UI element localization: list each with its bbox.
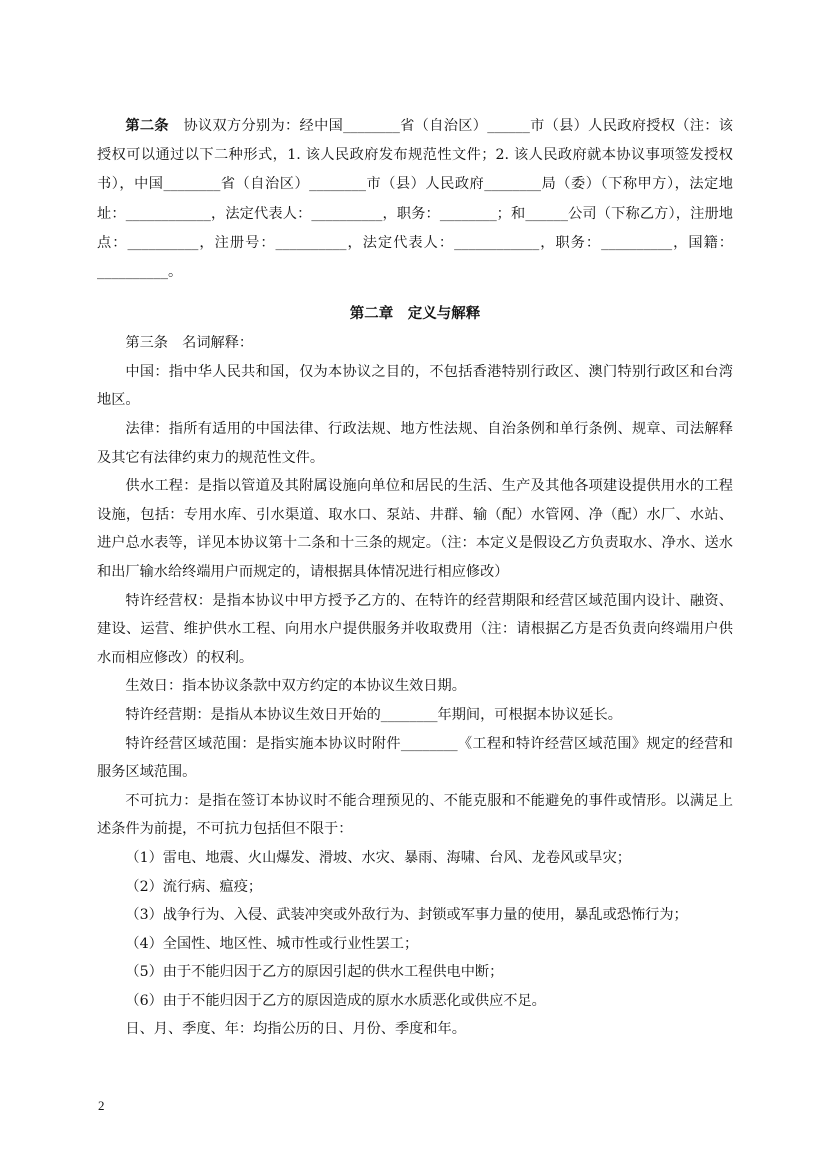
article-2-text: 协议双方分别为：经中国________省（自治区）______市（县）人民政府授权（注：该授权可以通过以下二种形式，1. 该人民政府发布规范性文件；2. 该人民政府就本协议事项签发授权书），中国________省（自治区）________市（县）人民政府________局（委）（下称甲方），法定地址：____________，法定代表人：__________，职务：________；和______公司（下称乙方），注册地点：__________，注册号：__________，法定代表人：____________，职务：__________，国籍：__________。	[97, 118, 733, 281]
definition-water-project: 供水工程：是指以管道及其附属设施向单位和居民的生活、生产及其他各项建设提供用水的工程设施，包括：专用水库、引水渠道、取水口、泵站、井群、输（配）水管网、净（配）水厂、水站、进户总水表等，详见本协议第十二条和十三条的规定。（注：本定义是假设乙方负责取水、净水、送水和出厂输水给终端用户而规定的，请根据具体情况进行相应修改）	[97, 478, 733, 580]
article-2-paragraph	[97, 112, 733, 287]
article-3-label: 第三条	[125, 335, 168, 352]
force-majeure-item-6: （6）由于不能归因于乙方的原因造成的原水水质恶化或供应不足。	[125, 992, 546, 1009]
page-number: 2	[98, 1098, 105, 1113]
force-majeure-item-5: （5）由于不能归因于乙方的原因引起的供水工程供电中断；	[125, 964, 504, 981]
chapter-2-heading: 第二章 定义与解释	[349, 306, 481, 323]
force-majeure-item-4: （4）全国性、地区性、城市性或行业性罢工；	[125, 935, 419, 952]
article-3-text: 名词解释：	[167, 335, 254, 352]
definition-law: 法律：指所有适用的中国法律、行政法规、地方性法规、自治条例和单行条例、规章、司法解释及其它有法律约束力的规范性文件。	[97, 421, 733, 466]
definition-dates: 日、月、季度、年：均指公历的日、月份、季度和年。	[125, 1021, 466, 1038]
force-majeure-item-3: （3）战争行为、入侵、武装冲突或外敌行为、封锁或军事力量的使用，暴乱或恐怖行为；	[125, 907, 688, 924]
definition-concession-area: 特许经营区域范围：是指实施本协议时附件________《工程和特许经营区域范围》规定的经营和服务区域范围。	[97, 735, 733, 781]
definition-force-majeure: 不可抗力：是指在签订本协议时不能合理预见的、不能克服和不能避免的事件或情形。以满足上述条件为前提，不可抗力包括但不限于：	[97, 792, 733, 838]
definition-effective-date: 生效日：指本协议条款中双方约定的本协议生效日期。	[125, 678, 466, 695]
article-2-label: 第二条	[125, 118, 169, 134]
article-3-paragraph	[97, 329, 733, 358]
force-majeure-item-1: （1）雷电、地震、火山爆发、滑坡、水灾、暴雨、海啸、台风、龙卷风或旱灾；	[125, 849, 631, 866]
definition-concession-period: 特许经营期：是指从本协议生效日开始的________年期间，可根据本协议延长。	[125, 706, 622, 723]
force-majeure-item-2: （2）流行病、瘟疫；	[125, 878, 263, 895]
definition-china: 中国：指中华人民共和国，仅为本协议之目的，不包括香港特别行政区、澳门特别行政区和台湾地区。	[97, 363, 733, 409]
definition-concession-right: 特许经营权：是指本协议中甲方授予乙方的、在特许的经营期限和经营区域范围内设计、融资、建设、运营、维护供水工程、向用水户提供服务并收取费用（注：请根据乙方是否负责向终端用户供水而相应修改）的权利。	[97, 592, 733, 666]
document-body	[97, 112, 733, 1044]
